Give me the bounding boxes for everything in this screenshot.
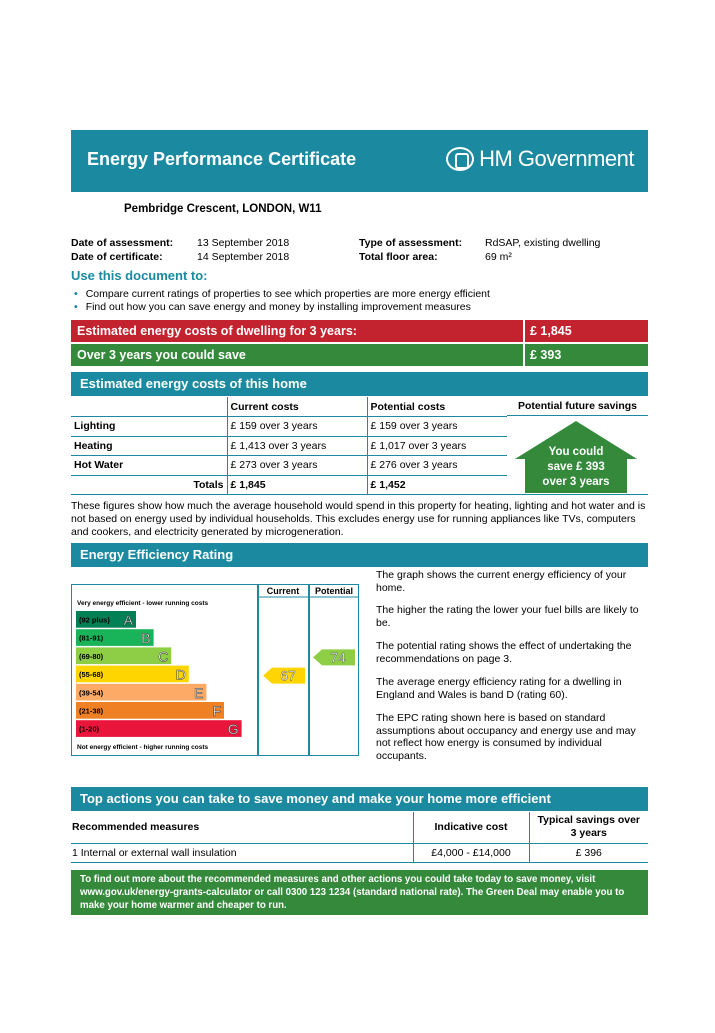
type-of-assessment: RdSAP, existing dwelling (485, 237, 601, 249)
band-letter-d: D (175, 666, 186, 683)
date-of-certificate-label: Date of certificate: (71, 251, 163, 263)
costs-table (71, 397, 507, 495)
column-header-future-savings: Potential future savings (507, 397, 648, 416)
band-range-f: (21-38) (79, 706, 104, 716)
table-row (71, 456, 507, 476)
rating-description: The higher the rating the lower your fuel bills are likely to be. (376, 604, 639, 629)
current-column-label: Current (266, 586, 300, 596)
totals-current: £ 1,845 (227, 475, 367, 495)
rating-description: The EPC rating shown here is based on standard assumptions about occupancy and energy use and may not reflect how energy is consumed by individual occupants. (376, 712, 636, 762)
use-document-title: Use this document to: (71, 268, 208, 283)
floor-area: 69 m² (485, 251, 512, 263)
efficiency-rating-chart (71, 584, 359, 756)
measure-cost: £4,000 - £14,000 (413, 843, 529, 862)
royal-crest-icon (446, 147, 474, 171)
efficiency-section-title: Energy Efficiency Rating (71, 543, 648, 567)
potential-cost: £ 1,017 over 3 years (367, 436, 507, 456)
savings-callout: You could save £ 393 over 3 years (542, 446, 610, 488)
band-letter-e: E (194, 684, 204, 701)
actions-section-title: Top actions you can take to save money and make your home more efficient (71, 787, 648, 811)
savings-label: Over 3 years you could save (77, 348, 246, 362)
property-address: Pembridge Crescent, LONDON, W11 (124, 203, 322, 215)
rating-description: The average energy efficiency rating for a dwelling in England and Wales is band D (rating 60). (376, 676, 622, 701)
row-label: Hot Water (71, 456, 227, 476)
band-letter-b: B (141, 630, 151, 647)
band-range-e: (39-54) (79, 688, 104, 698)
band-range-g: (1-20) (79, 724, 100, 734)
band-g (76, 720, 242, 737)
current-cost: £ 1,413 over 3 years (227, 436, 367, 456)
estimated-costs-bar (71, 320, 648, 342)
savings-value: £ 393 (523, 344, 561, 366)
date-of-assessment: 13 September 2018 (197, 237, 290, 249)
column-header-indicative-cost: Indicative cost (413, 812, 529, 843)
date-of-certificate: 14 September 2018 (197, 251, 290, 263)
row-label: Lighting (71, 417, 227, 437)
band-letter-c: C (158, 648, 169, 665)
totals-row (71, 475, 507, 495)
page-title: Energy Performance Certificate (87, 149, 357, 169)
band-letter-a: A (123, 612, 133, 628)
estimated-costs-label: Estimated energy costs of dwelling for 3 years: (77, 324, 357, 338)
current-cost: £ 159 over 3 years (227, 417, 367, 437)
government-logo (446, 146, 634, 172)
current-rating-value: 67 (280, 667, 296, 684)
totals-label: Totals (71, 475, 227, 495)
costs-note: These figures show how much the average household would spend in this property for heating, lighting and hot water and is not based on energy used by individual households. This excludes energy use for running appliances like TVs, computers and cookers, and electricity generated by microgeneration. (71, 500, 646, 538)
divider (71, 494, 648, 495)
bullet-icon: • (74, 301, 78, 313)
column-header-current: Current costs (227, 397, 367, 417)
column-header-measures: Recommended measures (71, 812, 413, 843)
band-range-b: (81-91) (79, 633, 104, 643)
row-label: Heating (71, 436, 227, 456)
rating-description: The potential rating shows the effect of undertaking the recommendations on page 3. (376, 640, 632, 665)
rating-description: The graph shows the current energy efficiency of your home. (376, 569, 627, 594)
current-cost: £ 273 over 3 years (227, 456, 367, 476)
floor-area-label: Total floor area: (359, 251, 438, 263)
table-row (71, 417, 507, 437)
band-letter-g: G (227, 721, 239, 738)
table-row (71, 843, 648, 862)
column-header-potential: Potential costs (367, 397, 507, 417)
measure-name: 1 Internal or external wall insulation (71, 843, 413, 862)
band-range-a: (92 plus) (79, 615, 110, 625)
bullet-icon: • (74, 288, 78, 300)
top-efficiency-note: Very energy efficient - lower running costs (77, 600, 209, 607)
savings-bar (71, 344, 648, 366)
band-letter-f: F (212, 703, 221, 719)
band-range-c: (69-80) (79, 651, 104, 661)
type-of-assessment-label: Type of assessment: (359, 237, 463, 249)
costs-section-title: Estimated energy costs of this home (71, 372, 648, 396)
column-header-typical-savings: Typical savings over 3 years (529, 812, 648, 843)
date-of-assessment-label: Date of assessment: (71, 237, 174, 249)
potential-cost: £ 276 over 3 years (367, 456, 507, 476)
band-range-d: (55-68) (79, 670, 104, 680)
certificate-header (71, 130, 648, 192)
list-item: • Compare current ratings of properties to see which properties are more energy efficient (74, 288, 490, 300)
table-row (71, 436, 507, 456)
bottom-efficiency-note: Not energy efficient - higher running costs (77, 744, 209, 751)
potential-column-label: Potential (314, 586, 354, 596)
potential-rating-value: 74 (330, 649, 346, 666)
government-name: HM Government (479, 146, 634, 171)
measure-savings: £ 396 (529, 843, 648, 862)
advice-footer: To find out more about the recommended measures and other actions you could take today to save money, visit www.gov.uk/energy-grants-calculator or call 0300 123 1234 (standard national rate). The Green Deal may enable you to make your home warmer and cheaper to run. (71, 870, 648, 915)
list-item: • Find out how you can save energy and money by installing improvement measures (74, 301, 471, 313)
actions-table (71, 812, 648, 863)
potential-cost: £ 159 over 3 years (367, 417, 507, 437)
totals-potential: £ 1,452 (367, 475, 507, 495)
estimated-costs-value: £ 1,845 (523, 320, 572, 342)
